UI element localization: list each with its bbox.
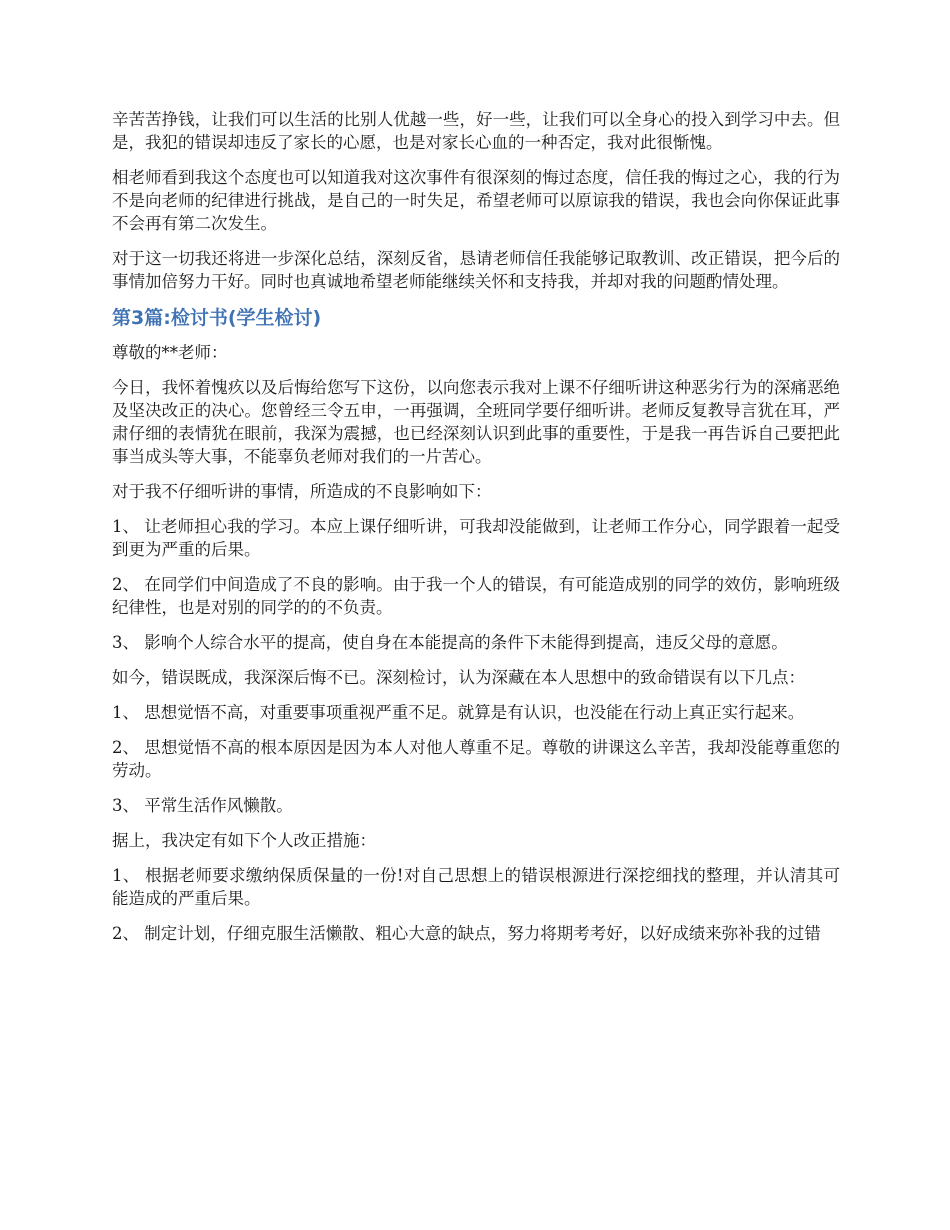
list-item: 2、 思想觉悟不高的根本原因是因为本人对他人尊重不足。尊敬的讲课这么辛苦，我却没能尊重您的劳动。 xyxy=(112,738,840,780)
paragraph: 辛苦苦挣钱，让我们可以生活的比别人优越一些，好一些，让我们可以全身心的投入到学习中去。但是，我犯的错误却违反了家长的心愿，也是对家长心血的一种否定，我对此很惭愧。 xyxy=(112,110,840,152)
paragraph: 对于我不仔细听讲的事情，所造成的不良影响如下： xyxy=(112,482,492,501)
list-item: 3、 平常生活作风懒散。 xyxy=(112,796,293,815)
list-item: 2、 制定计划，仔细克服生活懒散、粗心大意的缺点，努力将期考考好，以好成绩来弥补我的过错 xyxy=(112,924,821,943)
list-item: 2、 在同学们中间造成了不良的影响。由于我一个人的错误，有可能造成别的同学的效仿，影响班级纪律性，也是对别的同学的的不负责。 xyxy=(112,575,840,617)
section-heading: 第3篇:检讨书(学生检讨) xyxy=(112,307,322,329)
paragraph: 今日，我怀着愧疚以及后悔给您写下这份，以向您表示我对上课不仔细听讲这种恶劣行为的深痛恶绝及坚决改正的决心。您曾经三令五申，一再强调，全班同学要仔细听讲。老师反复教导言犹在耳，严肃仔细的表情犹在眼前，我深为震撼，也已经深刻认识到此事的重要性，于是我一再告诉自己要把此事当成头等大事，不能辜负老师对我们的一片苦心。 xyxy=(112,378,840,466)
list-item: 1、 让老师担心我的学习。本应上课仔细听讲，可我却没能做到，让老师工作分心，同学跟着一起受到更为严重的后果。 xyxy=(112,517,840,559)
salutation: 尊敬的**老师： xyxy=(112,343,228,362)
paragraph: 据上，我决定有如下个人改正措施： xyxy=(112,831,376,850)
list-item: 1、 思想觉悟不高，对重要事项重视严重不足。就算是有认识，也没能在行动上真正实行起来。 xyxy=(112,703,805,722)
paragraph: 相老师看到我这个态度也可以知道我对这次事件有很深刻的悔过态度，信任我的悔过之心，我的行为不是向老师的纪律进行挑战，是自己的一时失足，希望老师可以原谅我的错误，我也会向你保证此事不会再有第二次发生。 xyxy=(112,168,840,233)
list-item: 3、 影响个人综合水平的提高，使自身在本能提高的条件下未能得到提高，违反父母的意愿。 xyxy=(112,633,788,652)
paragraph: 对于这一切我还将进一步深化总结，深刻反省，恳请老师信任我能够记取教训、改正错误，把今后的事情加倍努力干好。同时也真诚地希望老师能继续关怀和支持我，并却对我的问题酌情处理。 xyxy=(112,249,840,291)
list-item: 1、 根据老师要求缴纳保质保量的一份!对自己思想上的错误根源进行深挖细找的整理，并认清其可能造成的严重后果。 xyxy=(112,866,840,908)
paragraph: 如今，错误既成，我深深后悔不已。深刻检讨，认为深藏在本人思想中的致命错误有以下几点： xyxy=(112,668,805,687)
document-page xyxy=(112,108,840,957)
